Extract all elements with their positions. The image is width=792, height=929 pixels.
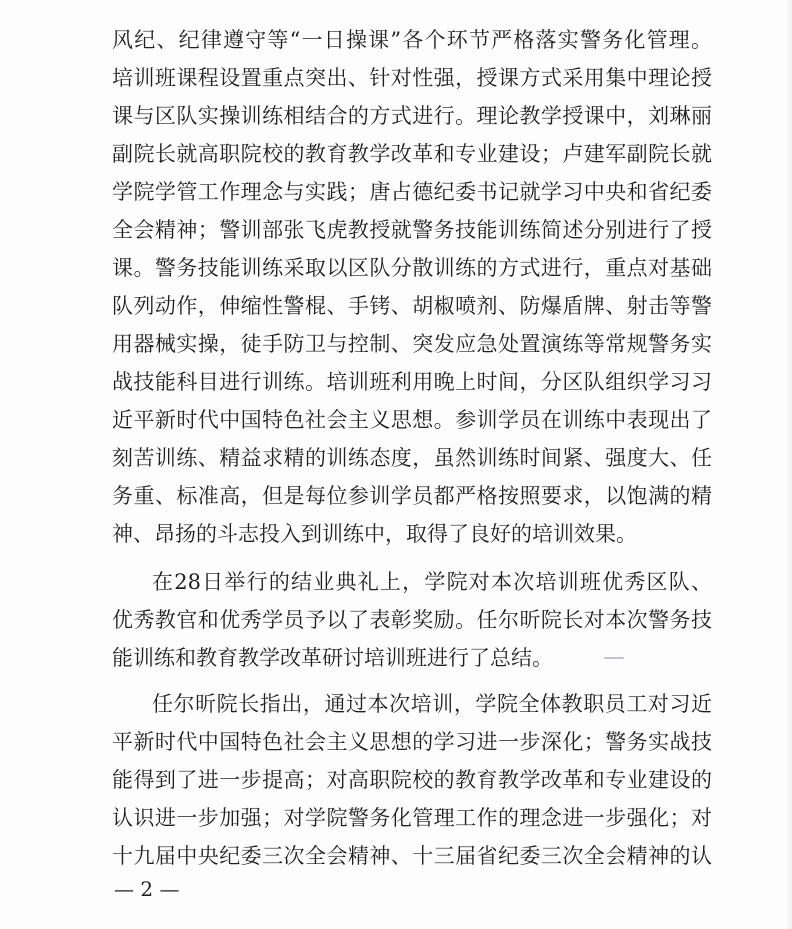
paragraph-line: 课与区队实操训练相结合的方式进行。理论教学授课中，刘琳丽 — [112, 104, 712, 128]
paragraph-line: 全会精神；警训部张飞虎教授就警务技能训练简述分别进行了授 — [112, 218, 712, 242]
paragraph-line: 培训班课程设置重点突出、针对性强，授课方式采用集中理论授 — [112, 66, 712, 90]
paragraph-line: 队列动作，伸缩性警棍、手铐、胡椒喷剂、防爆盾牌、射击等警 — [112, 294, 712, 318]
page-number: — 2 — — [114, 877, 180, 901]
paragraph-first-line: 任尔昕院长指出，通过本次培训，学院全体教职员工对习近 — [152, 692, 712, 716]
paragraph-line: 能训练和教育教学改革研讨培训班进行了总结。 — [112, 646, 553, 670]
paragraph-line: 课。警务技能训练采取以区队分散训练的方式进行，重点对基础 — [112, 256, 712, 280]
paragraph-first-line: 在28日举行的结业典礼上，学院对本次培训班优秀区队、 — [152, 570, 712, 594]
scan-speck — [604, 657, 624, 659]
paragraph-line: 优秀教官和优秀学员予以了表彰奖励。任尔昕院长对本次警务技 — [112, 608, 712, 632]
paragraph-line: 十九届中央纪委三次全会精神、十三届省纪委三次全会精神的认 — [112, 844, 712, 868]
paragraph-line: 近平新时代中国特色社会主义思想。参训学员在训练中表现出了 — [112, 408, 712, 432]
paragraph-line: 用器械实操，徒手防卫与控制、突发应急处置演练等常规警务实 — [112, 332, 712, 356]
paragraph-line: 战技能科目进行训练。培训班利用晚上时间，分区队组织学习习 — [112, 370, 712, 394]
paragraph-line: 认识进一步加强；对学院警务化管理工作的理念进一步强化；对 — [112, 806, 712, 830]
paragraph-line: 刻苦训练、精益求精的训练态度，虽然训练时间紧、强度大、任 — [112, 446, 712, 470]
paragraph-line: 副院长就高职院校的教育教学改革和专业建设；卢建军副院长就 — [112, 142, 712, 166]
paragraph-line: 学院学管工作理念与实践；唐占德纪委书记就学习中央和省纪委 — [112, 180, 712, 204]
paragraph-line: 风纪、纪律遵守等“一日操课”各个环节严格落实警务化管理。 — [112, 28, 712, 52]
paragraph-line: 平新时代中国特色社会主义思想的学习进一步深化；警务实战技 — [112, 730, 712, 754]
page-edge-shadow — [786, 0, 792, 929]
paragraph-line: 能得到了进一步提高；对高职院校的教育教学改革和专业建设的 — [112, 768, 712, 792]
paragraph-line: 神、昂扬的斗志投入到训练中，取得了良好的培训效果。 — [112, 522, 637, 546]
paragraph-line: 务重、标准高，但是每位参训学员都严格按照要求，以饱满的精 — [112, 484, 712, 508]
